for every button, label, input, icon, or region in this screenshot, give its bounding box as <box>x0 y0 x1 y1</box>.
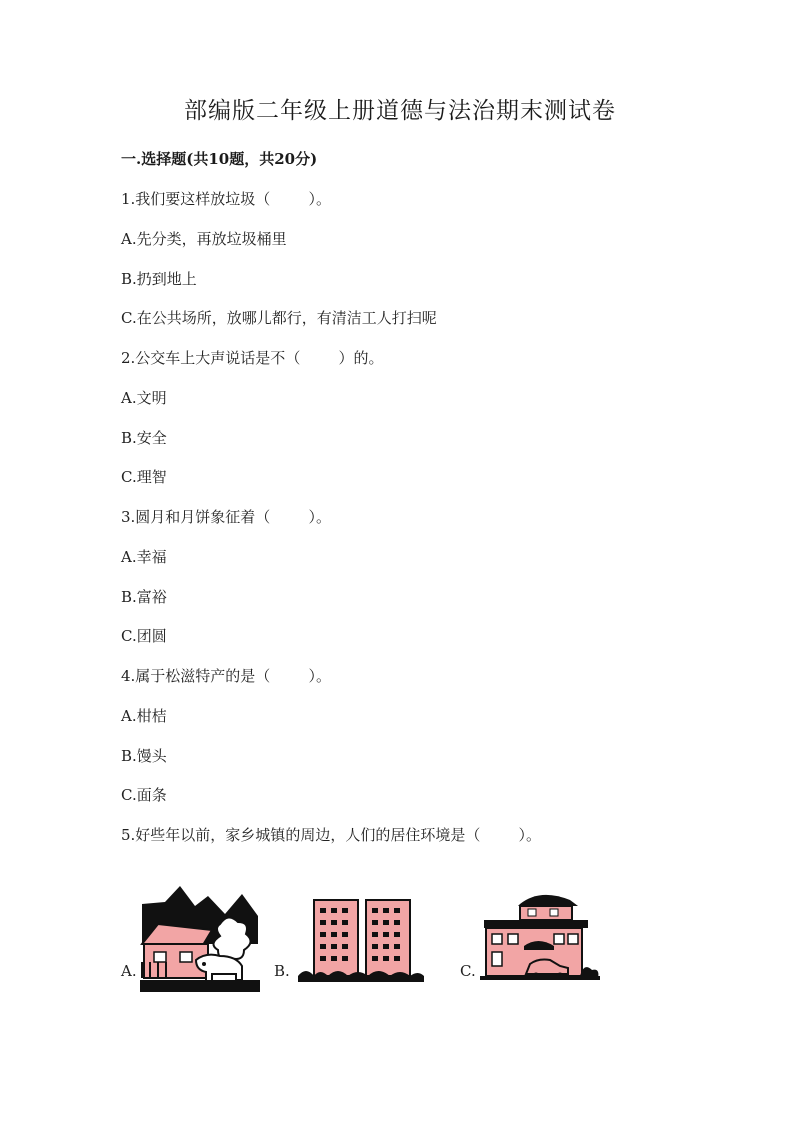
q5-option-a-label: A. <box>121 962 137 980</box>
q5-option-c-label: C. <box>460 962 476 980</box>
q1-option-c: C.在公共场所，放哪儿都行，有清洁工人打扫呢 <box>121 309 437 327</box>
apartment-buildings-picture <box>298 896 424 982</box>
modern-villa-picture <box>480 892 600 982</box>
page-title: 部编版二年级上册道德与法治期末测试卷 <box>184 98 616 124</box>
q3-option-a: A.幸福 <box>121 548 167 566</box>
q5-option-b-label: B. <box>274 962 290 980</box>
q2-option-b: B.安全 <box>121 429 167 447</box>
question-5: 5.好些年以前，家乡城镇的周边，人们的居住环境是（ ）。 <box>121 826 541 844</box>
q4-option-c: C.面条 <box>121 786 167 804</box>
section-heading: 一.选择题(共10题，共20分) <box>121 150 318 168</box>
rural-house-picture <box>140 884 260 992</box>
q4-option-b: B.馒头 <box>121 747 167 765</box>
q3-option-b: B.富裕 <box>121 588 167 606</box>
q2-option-c: C.理智 <box>121 468 167 486</box>
question-4: 4.属于松滋特产的是（ ）。 <box>121 667 331 685</box>
q1-option-a: A.先分类，再放垃圾桶里 <box>121 230 287 248</box>
q4-option-a: A.柑桔 <box>121 707 167 725</box>
question-2: 2.公交车上大声说话是不（ ）的。 <box>121 349 384 367</box>
q2-option-a: A.文明 <box>121 389 167 407</box>
q1-option-b: B.扔到地上 <box>121 270 197 288</box>
q3-option-c: C.团圆 <box>121 627 167 645</box>
question-3: 3.圆月和月饼象征着（ ）。 <box>121 508 331 526</box>
question-1: 1.我们要这样放垃圾（ ）。 <box>121 190 331 208</box>
